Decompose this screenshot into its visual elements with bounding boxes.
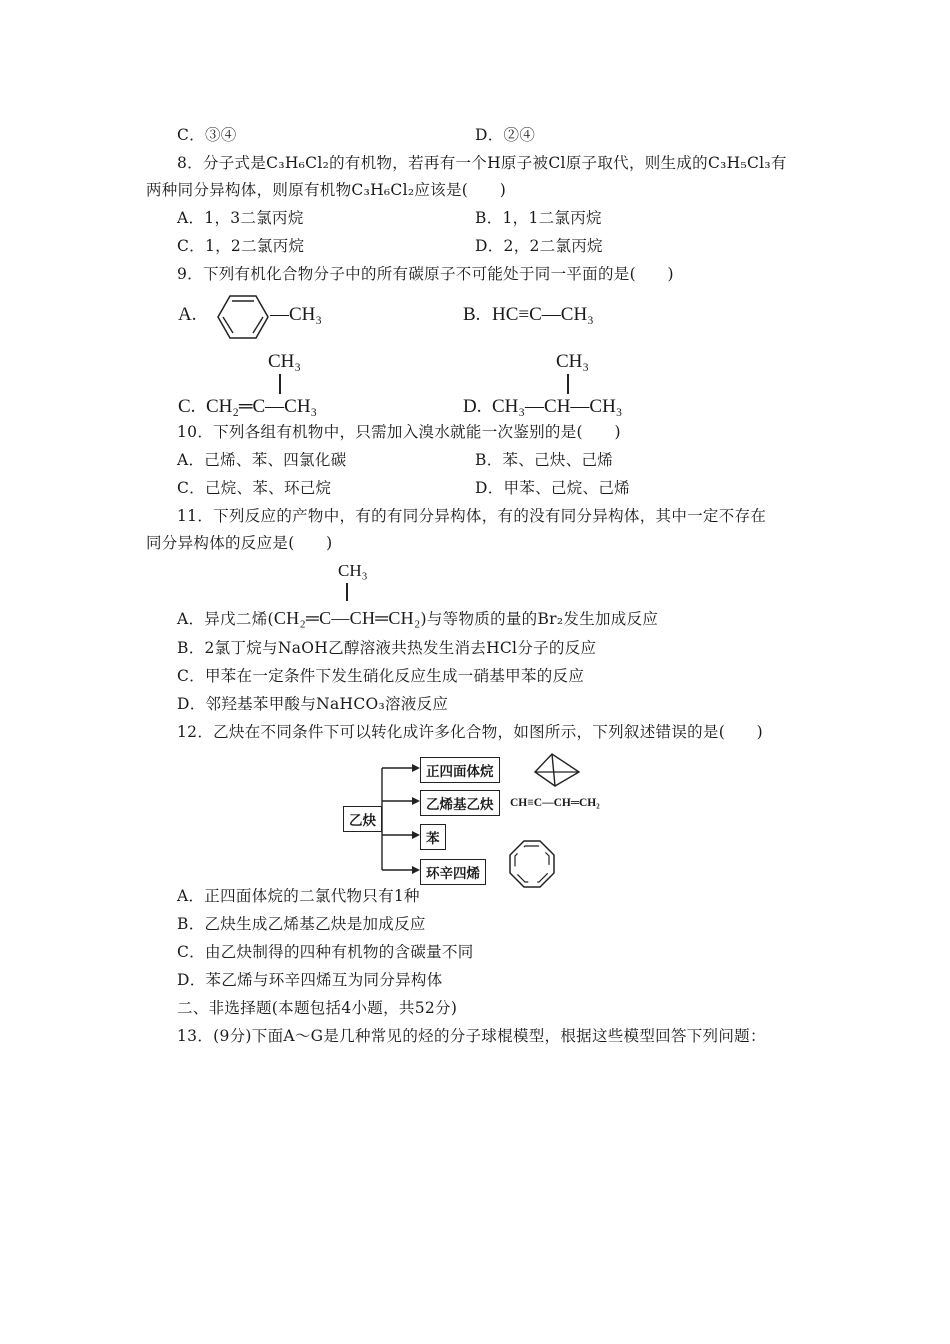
section-2-heading: 二、非选择题(本题包括4小题，共52分) bbox=[177, 999, 458, 1017]
q11-option-a-bond bbox=[346, 583, 348, 601]
q9-option-b-label: B. bbox=[463, 304, 481, 325]
q10-option-c: C．己烷、苯、环己烷 bbox=[177, 479, 332, 497]
q12-option-c: C．由乙炔制得的四种有机物的含碳量不同 bbox=[177, 943, 474, 961]
q8-option-c: C．1，2二氯丙烷 bbox=[177, 237, 305, 255]
q8-option-b: B．1，1二氯丙烷 bbox=[475, 209, 602, 227]
q12-option-d: D．苯乙烯与环辛四烯互为同分异构体 bbox=[177, 971, 443, 989]
acetylene-box: 乙炔 bbox=[343, 806, 382, 832]
q9-option-d-formula: CH₃—CH—CH₃ bbox=[492, 396, 623, 417]
q8-option-a: A．1，3二氯丙烷 bbox=[177, 209, 304, 227]
q10-option-d: D．甲苯、己烷、己烯 bbox=[475, 479, 630, 497]
q9-option-b-formula: HC≡C—CH₃ bbox=[492, 304, 594, 325]
benzene-ring-icon bbox=[204, 292, 272, 344]
q11-option-d: D．邻羟基苯甲酸与NaHCO₃溶液反应 bbox=[177, 695, 449, 713]
q10-option-b: B．苯、己炔、己烯 bbox=[475, 451, 614, 469]
q7-option-c: C．③④ bbox=[177, 126, 237, 144]
isoprene-formula: CH₂═C—CH═CH₂ bbox=[273, 608, 421, 628]
q11-option-b: B．2氯丁烷与NaOH乙醇溶液共热发生消去HCl分子的反应 bbox=[177, 639, 597, 657]
q8-stem-line2: 两种同分异构体，则原有机物C₃H₆Cl₂应该是( ) bbox=[146, 181, 507, 199]
cyclooctatetraene-box: 环辛四烯 bbox=[420, 859, 486, 885]
benzene-box: 苯 bbox=[420, 824, 446, 850]
q11-option-a: A．异戊二烯(CH₂═C—CH═CH₂)与等物质的量的Br₂发生加成反应 bbox=[177, 608, 659, 628]
q12-stem: 12．乙炔在不同条件下可以转化成许多化合物，如图所示，下列叙述错误的是( ) bbox=[177, 723, 764, 741]
cyclooctatetraene-ring-icon bbox=[506, 838, 558, 890]
vinylacetylene-box: 乙烯基乙炔 bbox=[420, 790, 500, 816]
q9-option-d-bond bbox=[567, 374, 569, 394]
q9-option-a-methyl: —CH₃ bbox=[270, 304, 323, 325]
q11-stem-line1: 11．下列反应的产物中，有的有同分异构体，有的没有同分异构体，其中一定不存在 bbox=[177, 507, 767, 525]
q9-option-c-formula: CH₂═C—CH₃ bbox=[206, 396, 318, 417]
q10-stem: 10．下列各组有机物中，只需加入溴水就能一次鉴别的是( ) bbox=[177, 423, 621, 441]
q11-option-c: C．甲苯在一定条件下发生硝化反应生成一硝基甲苯的反应 bbox=[177, 667, 585, 685]
q11-option-a-top: CH₃ bbox=[338, 561, 368, 580]
q9-option-d-label: D. bbox=[463, 396, 482, 417]
q8-option-d: D．2，2二氯丙烷 bbox=[475, 237, 603, 255]
q9-option-d-top: CH₃ bbox=[556, 351, 590, 372]
q11-stem-line2: 同分异构体的反应是( ) bbox=[146, 534, 333, 552]
q9-stem: 9．下列有机化合物分子中的所有碳原子不可能处于同一平面的是( ) bbox=[177, 265, 674, 283]
q7-option-d: D．②④ bbox=[475, 126, 536, 144]
q9-option-c-top: CH₃ bbox=[268, 351, 302, 372]
tetrahedrane-structure-icon bbox=[527, 750, 585, 790]
tetrahedrane-box: 正四面体烷 bbox=[420, 757, 500, 783]
q9-option-c-label: C. bbox=[178, 396, 196, 417]
q12-option-a: A．正四面体烷的二氯代物只有1种 bbox=[177, 887, 420, 905]
q13-stem: 13．(9分)下面A～G是几种常见的烃的分子球棍模型，根据这些模型回答下列问题： bbox=[177, 1027, 766, 1045]
q9-option-a-label: A. bbox=[178, 304, 197, 325]
vinylacetylene-formula: CH≡C—CH═CH₂ bbox=[510, 797, 600, 809]
q9-option-c-bond bbox=[279, 374, 281, 394]
q8-stem-line1: 8．分子式是C₃H₆Cl₂的有机物，若再有一个H原子被Cl原子取代，则生成的C₃H₅Cl₃有 bbox=[177, 154, 787, 172]
q10-option-a: A．己烯、苯、四氯化碳 bbox=[177, 451, 347, 469]
q12-option-b: B．乙炔生成乙烯基乙炔是加成反应 bbox=[177, 915, 426, 933]
